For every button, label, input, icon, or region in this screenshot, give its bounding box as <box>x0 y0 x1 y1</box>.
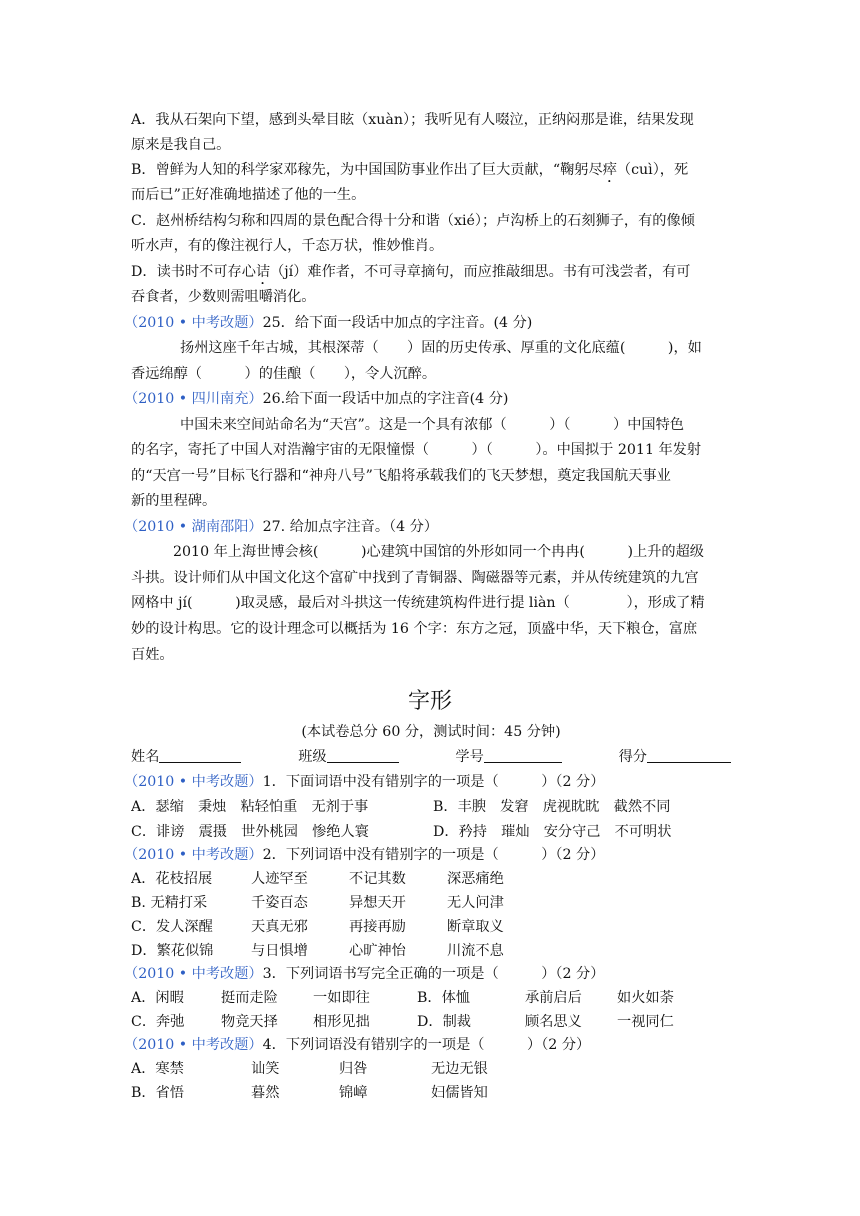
q3-options-cd: C．奔弛 物竞天择 相形见拙 D．制裁 顾名思义 一视同仁 <box>131 1014 674 1030</box>
q2-option-b: B. 无精打采 千姿百态 异想天开 无人问津 <box>131 895 504 911</box>
score-field[interactable]: 得分 <box>619 745 731 769</box>
q27-para-line5: 百姓。 <box>131 647 174 663</box>
section-title: 字形 <box>407 689 452 714</box>
option-a-line1: A．我从石架向下望，感到头晕目眩（xuàn）；我听见有人啜泣，正纳闷那是谁，结果发现 <box>131 112 694 128</box>
option-b-line1: B．曾鲜为人知的科学家邓稼先，为中国国防事业作出了巨大贡献，“鞠躬尽瘁（cuì），死 <box>131 162 689 178</box>
q2-option-d: D．繁花似锦 与日惧增 心旷神怡 川流不息 <box>131 943 504 959</box>
q25-para-line1: 扬州这座千年古城，其根深蒂（ ）固的历史传承、厚重的文化底蕴( )，如 <box>180 340 702 356</box>
q26-para-line4: 新的里程碑。 <box>131 493 217 509</box>
option-b-line2: 而后已”正好准确地描述了他的一生。 <box>131 187 366 203</box>
student-info-line <box>131 745 731 769</box>
q4-option-b: B．省悟 暮然 锦嶂 妇儒皆知 <box>131 1085 488 1101</box>
option-d-line1: D．读书时不可存心诘（jí）难作者，不可寻章摘句，而应推敲细思。书有可浅尝者，有可 <box>131 264 691 280</box>
q1-options-ab: A．瑟缩 秉烛 粘轻怕重 无剂于事 B．丰腴 发窘 虎视眈眈 截然不同 <box>131 799 671 815</box>
q3-options-ab: A．闲暇 挺而走险 一如即往 B．体恤 承前启后 如火如荼 <box>131 990 674 1006</box>
q27-para-line4: 妙的设计构思。它的设计理念可以概括为 16 个字：东方之冠，顶盛中华，天下粮仓，富庶 <box>131 621 698 637</box>
source-tag: （2010 • 中考改题） <box>124 315 263 331</box>
section-question-2: （2010 • 中考改题）2．下列词语中没有错别字的一项是（ ）（2 分） <box>124 847 605 863</box>
dotted-char: 诘 <box>255 264 271 280</box>
q2-option-a: A．花枝招展 人迹罕至 不记其数 深恶痛绝 <box>131 871 504 887</box>
q27-para-line1: 2010 年上海世博会核( )心建筑中国馆的外形如同一个冉冉( )上升的超级 <box>173 544 704 560</box>
q4-option-a: A．寒禁 讪笑 归咎 无边无银 <box>131 1061 488 1077</box>
q25-para-line2: 香远绵醇（ ）的佳酿（ ），令人沉醉。 <box>131 366 437 382</box>
source-tag: （2010 • 中考改题） <box>124 774 263 790</box>
section-question-4: （2010 • 中考改题）4．下列词语没有错别字的一项是（ ）（2 分） <box>124 1037 591 1053</box>
option-a-line2: 原来是我自己。 <box>131 137 231 153</box>
dotted-char: 瘁 <box>602 162 617 178</box>
question-25: （2010 • 中考改题）25．给下面一段话中加点的字注音。(4 分) <box>124 315 533 331</box>
source-tag: （2010 • 中考改题） <box>124 966 263 982</box>
question-27: （2010 • 湖南邵阳）27. 给加点字注音。（4 分） <box>124 519 439 535</box>
section-question-1: （2010 • 中考改题）1．下面词语中没有错别字的一项是（ ）（2 分） <box>124 774 605 790</box>
q26-para-line3: 的“天宫一号”目标飞行器和“神舟八号”飞船将承载我们的飞天梦想，奠定我国航天事业 <box>131 468 671 484</box>
source-tag: （2010 • 中考改题） <box>124 847 263 863</box>
section-question-3: （2010 • 中考改题）3．下列词语书写完全正确的一项是（ ）（2 分） <box>124 966 605 982</box>
q1-options-cd: C．诽谤 震摄 世外桃园 惨绝人寰 D．矜持 璀灿 安分守己 不可明状 <box>131 824 672 840</box>
number-field[interactable]: 学号 <box>455 745 561 769</box>
q27-para-line3: 网格中 jí( )取灵感，最后对斗拱这一传统建筑构件进行提 liàn（ ），形成了精 <box>131 595 705 611</box>
name-field[interactable]: 姓名 <box>131 745 241 769</box>
option-c-line1: C．赵州桥结构匀称和四周的景色配合得十分和谐（xié）；卢沟桥上的石刻狮子，有的像倾 <box>131 213 695 229</box>
class-field[interactable]: 班级 <box>298 745 398 769</box>
question-26: （2010 • 四川南充）26.给下面一段话中加点的字注音(4 分) <box>124 391 509 407</box>
source-tag: （2010 • 中考改题） <box>124 1037 263 1053</box>
q26-para-line1: 中国未来空间站命名为“天宫”。这是一个具有浓郁（ ）（ ）中国特色 <box>180 417 684 433</box>
source-tag: （2010 • 四川南充） <box>124 391 263 407</box>
option-c-line2: 听水声，有的像注视行人，千态万状，惟妙惟肖。 <box>131 238 444 254</box>
q27-para-line2: 斗拱。设计师们从中国文化这个富矿中找到了青铜器、陶磁器等元素，并从传统建筑的九宫 <box>131 570 699 586</box>
section-subtitle: (本试卷总分 60 分，测试时间：45 分钟) <box>301 724 561 740</box>
source-tag: （2010 • 湖南邵阳） <box>124 519 263 535</box>
q2-option-c: C．发人深醒 天真无邪 再接再励 断章取义 <box>131 919 504 935</box>
option-d-line2: 吞食者，少数则需咀嚼消化。 <box>131 289 316 305</box>
q26-para-line2: 的名字，寄托了中国人对浩瀚宇宙的无限憧憬（ ）（ ）。中国拟于 2011 年发射 <box>131 442 702 458</box>
